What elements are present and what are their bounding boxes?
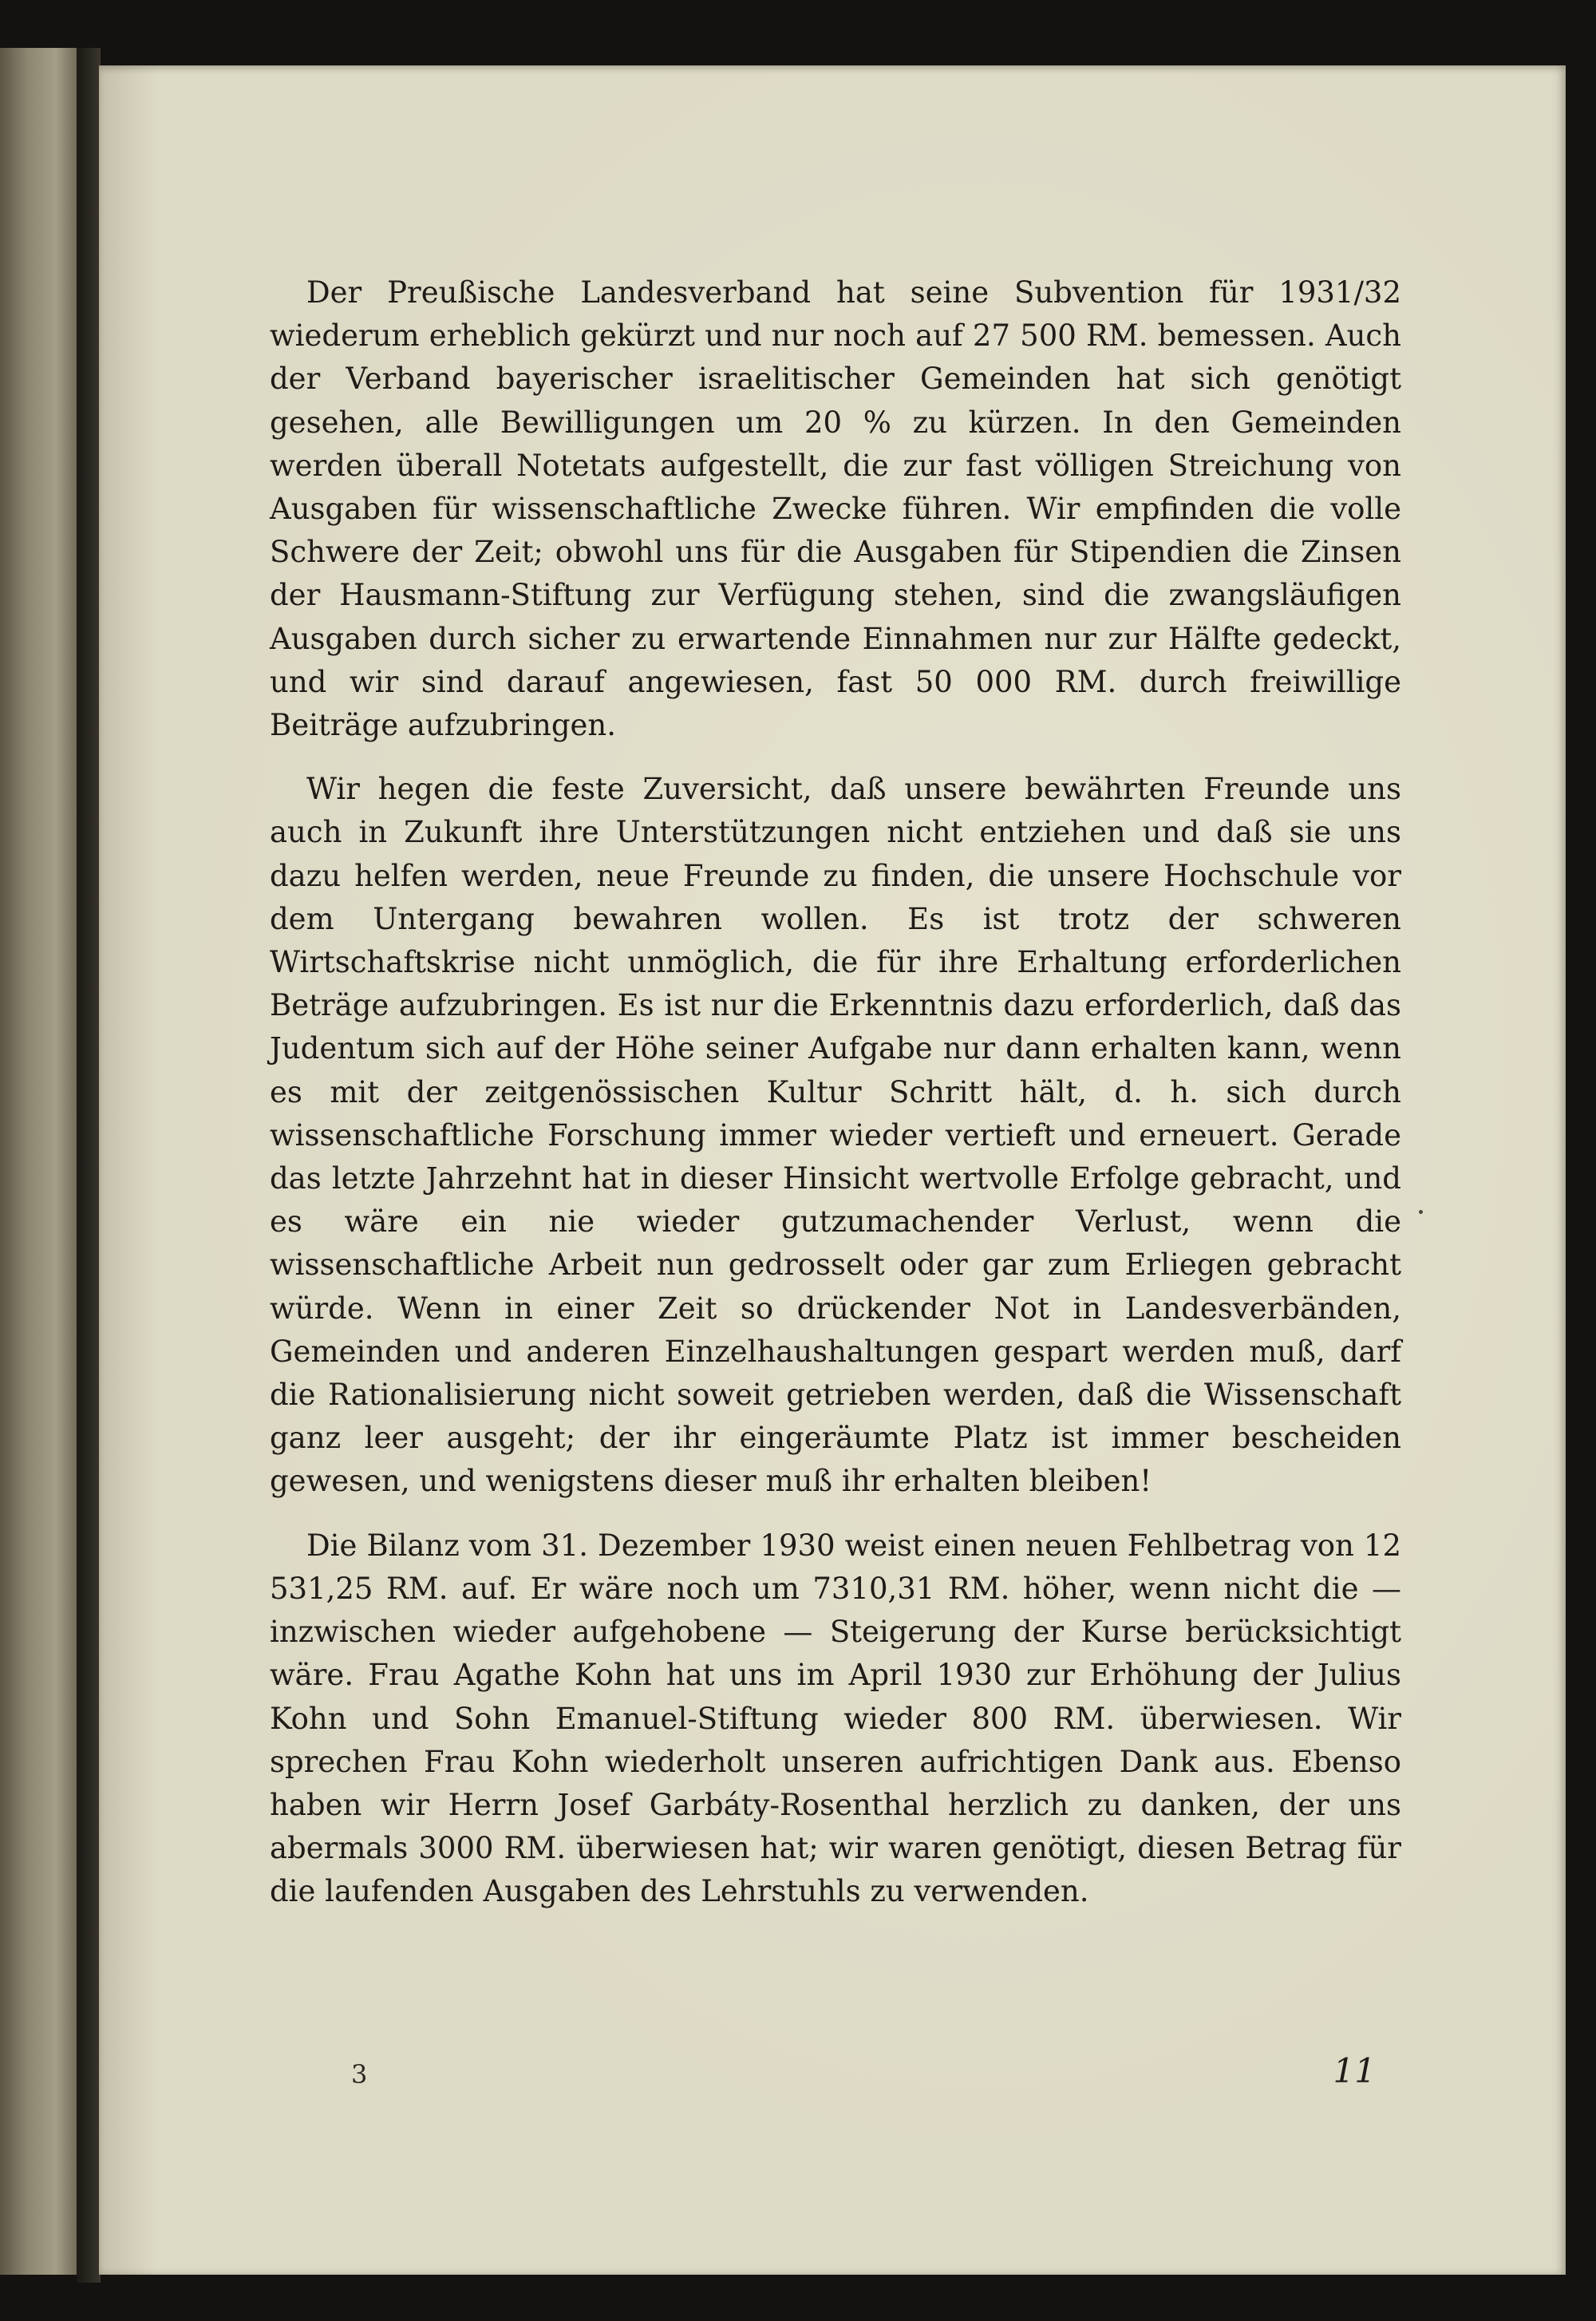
page-number: 11	[1333, 2051, 1376, 2090]
signature-mark: 3	[351, 2059, 368, 2090]
paragraph-balance: Die Bilanz vom 31. Dezember 1930 weist einen neuen Fehlbetrag von 12 531,25 RM. auf. Er wäre noch um 7310,31 RM. höher, wenn nicht die — inzwischen wieder aufgehobene — Steigerung der Kurse berücksichtigt wäre. Frau Agathe Kohn hat uns im April 1930 zur Erhöhung der Julius Kohn und Sohn Emanuel-Stiftung wieder 800 RM. überwiesen. Wir sprechen Frau Kohn wiederholt unseren aufrichtigen Dank aus. Ebenso haben wir Herrn Josef Garbáty-Rosenthal herzlich zu danken, der uns abermals 3000 RM. überwiesen hat; wir waren genötigt, diesen Betrag für die laufenden Ausgaben des Lehrstuhls zu verwenden.	[270, 1528, 1401, 1909]
book-gutter	[77, 48, 101, 2283]
left-page-edge	[0, 48, 80, 2275]
paragraph-subsidies: Der Preußische Landesverband hat seine Subvention für 1931/32 wiederum erheblich gekürzt und nur noch auf 27 500 RM. bemessen. Auch der Verband bayerischer israelitischer Gemeinden hat sich genötigt gesehen, alle Bewilligungen um 20 % zu kürzen. In den Gemeinden werden überall Notetats aufgestellt, die zur fast völligen Streichung von Ausgaben für wissenschaftliche Zwecke führen. Wir empfinden die volle Schwere der Zeit; obwohl uns für die Ausgaben für Stipendien die Zinsen der Hausmann-Stiftung zur Verfügung stehen, sind die zwangsläufigen Ausgaben durch sicher zu erwartende Einnahmen nur zur Hälfte gedeckt, und wir sind darauf angewiesen, fast 50 000 RM. durch freiwillige Beiträge aufzubringen.	[270, 275, 1401, 743]
body-text	[270, 271, 1401, 1914]
paragraph-confidence: Wir hegen die feste Zuversicht, daß unsere bewährten Freunde uns auch in Zukunft ihre Unterstützungen nicht entziehen und daß sie uns dazu helfen werden, neue Freunde zu finden, die unsere Hochschule vor dem Untergang bewahren wollen. Es ist trotz der schweren Wirtschaftskrise nicht unmöglich, die für ihre Erhaltung erforderlichen Beträge aufzubringen. Es ist nur die Erkenntnis dazu erforderlich, daß das Judentum sich auf der Höhe seiner Aufgabe nur dann erhalten kann, wenn es mit der zeitgenössischen Kultur Schritt hält, d. h. sich durch wissenschaftliche Forschung immer wieder vertieft und erneuert. Gerade das letzte Jahrzehnt hat in dieser Hinsicht wertvolle Erfolge gebracht, und es wäre ein nie wieder gutzumachender Verlust, wenn die wissenschaftliche Arbeit nun gedrosselt oder gar zum Erliegen gebracht würde. Wenn in einer Zeit so drückender Not in Landesverbänden, Gemeinden und anderen Einzelhaushaltungen gespart werden muß, darf die Rationalisierung nicht soweit getrieben werden, daß die Wissenschaft ganz leer ausgeht; der ihr eingeräumte Platz ist immer bescheiden gewesen, und wenigstens dieser muß ihr erhalten bleiben!	[270, 772, 1401, 1499]
book-page	[99, 65, 1566, 2275]
paper-speck	[1419, 1210, 1423, 1214]
